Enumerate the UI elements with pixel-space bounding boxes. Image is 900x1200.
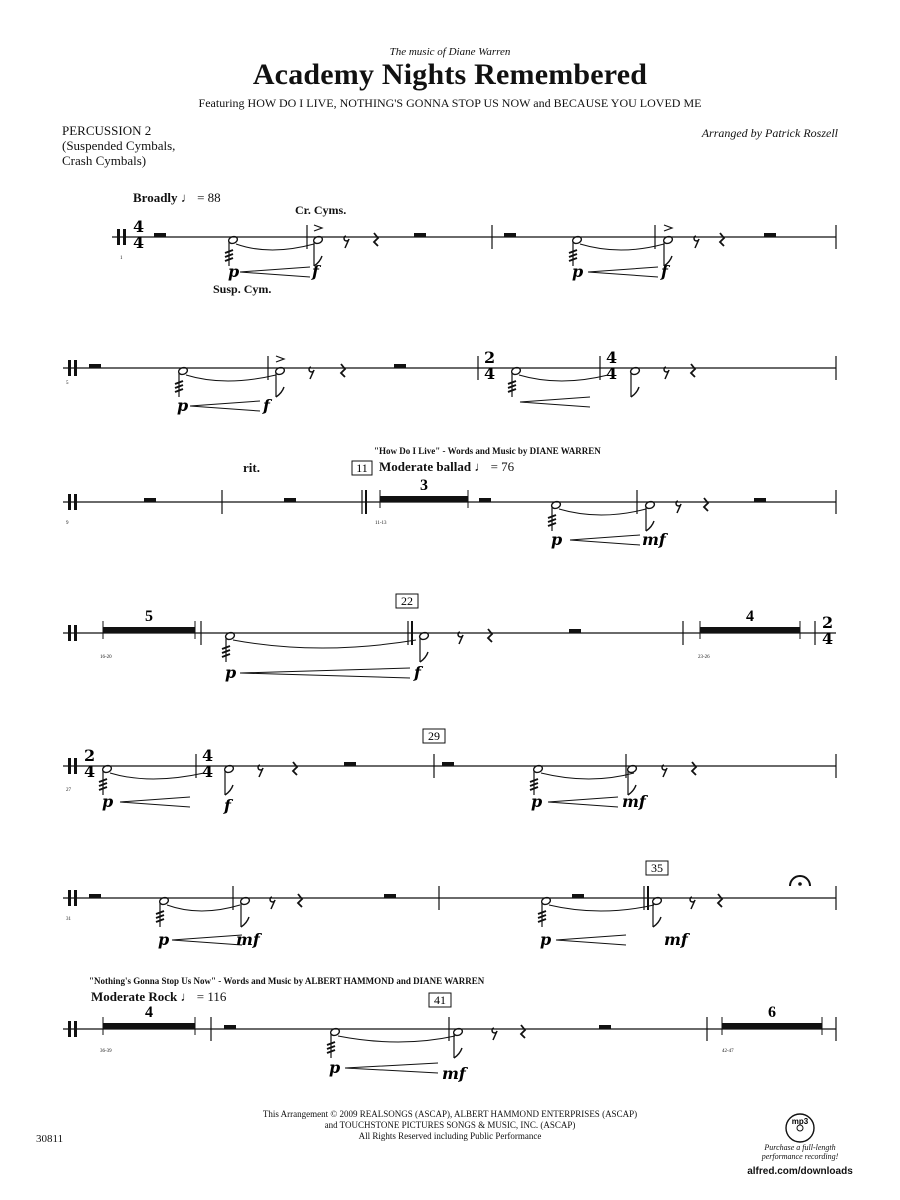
time-sig-bottom: 4 <box>606 364 618 383</box>
quarter-note-icon: ♩ <box>180 989 194 1004</box>
measure-number: 23-26 <box>698 655 710 660</box>
quarter-note-icon: ♩ <box>180 190 194 205</box>
cymbal-roll-figure <box>569 225 724 277</box>
tempo-text: Moderate ballad <box>379 459 472 474</box>
composer-credit: The music of Diane Warren <box>389 46 511 58</box>
mp3-label: mp3 <box>791 1117 809 1126</box>
dynamic-p: p <box>540 930 552 949</box>
dynamic-p: p <box>551 530 563 549</box>
measure-number: 36-39 <box>100 1049 112 1054</box>
time-sig-top: 2 <box>822 613 834 632</box>
mp3-promo <box>730 1143 870 1161</box>
time-sig-bottom: 4 <box>822 629 834 648</box>
dynamic-f: f <box>414 663 421 682</box>
mp3-download-link[interactable]: alfred.com/downloads <box>747 1166 853 1177</box>
quarter-note-icon: ♩ <box>474 459 488 474</box>
dynamic-p: p <box>531 792 543 811</box>
dynamic-p: p <box>329 1058 341 1077</box>
dynamic-f: f <box>224 796 231 815</box>
rehearsal-mark: 41 <box>434 993 446 1007</box>
measure-number: 9 <box>66 521 69 526</box>
time-sig-top: 4 <box>133 217 145 236</box>
multirest-count: 5 <box>145 608 153 625</box>
dynamic-f: f <box>263 396 270 415</box>
dynamic-mf: mf <box>642 530 666 549</box>
copyright-notice <box>0 1109 900 1142</box>
dynamic-p: p <box>158 930 170 949</box>
dynamic-p: p <box>572 262 584 281</box>
song-credit-how-do-i-live: "How Do I Live" - Words and Music by DIANE WARREN <box>374 446 601 456</box>
part-name-line: PERCUSSION 2 <box>62 123 152 138</box>
cymbal-roll-figure <box>508 364 695 407</box>
fermata-icon <box>790 876 810 886</box>
time-sig-top: 2 <box>84 746 96 765</box>
time-sig-top: 4 <box>606 348 618 367</box>
dynamic-mf: mf <box>236 930 260 949</box>
time-sig-bottom: 4 <box>484 364 496 383</box>
arranger-credit: Arranged by Patrick Roszell <box>701 126 838 140</box>
measure-number: 31 <box>66 917 71 922</box>
catalog-number: 30811 <box>36 1133 64 1145</box>
tempo-bpm: = 88 <box>197 190 221 205</box>
cymbal-roll-figure <box>175 356 345 411</box>
copyright-line: This Arrangement © 2009 REALSONGS (ASCAP), ALBERT HAMMOND ENTERPRISES (ASCAP) <box>262 1109 638 1119</box>
part-name-line: (Suspended Cymbals, <box>62 138 176 153</box>
tempo-text: Moderate Rock <box>91 989 178 1004</box>
time-sig-top: 2 <box>484 348 496 367</box>
mp3-promo-line: performance recording! <box>761 1152 839 1161</box>
dynamic-mf: mf <box>442 1064 466 1083</box>
dynamic-p: p <box>102 792 114 811</box>
cymbal-roll-figure <box>538 894 722 945</box>
multirest-count: 6 <box>768 1004 776 1021</box>
dynamic-mf: mf <box>622 792 646 811</box>
rit-marking: rit. <box>243 460 260 475</box>
cymbal-roll-figure <box>99 762 297 807</box>
rehearsal-mark: 29 <box>428 729 440 743</box>
dynamic-f: f <box>312 262 319 281</box>
time-sig-bottom: 4 <box>202 762 214 781</box>
cymbal-roll-figure <box>327 1025 525 1073</box>
song-credit-nothings-gonna: "Nothing's Gonna Stop Us Now" - Words and Music by ALBERT HAMMOND and DIANE WARREN <box>89 976 485 986</box>
cymbal-roll-figure <box>530 762 696 807</box>
copyright-line: All Rights Reserved including Public Performance <box>358 1131 542 1141</box>
measure-number: 42-47 <box>722 1049 734 1054</box>
rehearsal-mark: 35 <box>651 861 663 875</box>
piece-title: Academy Nights Remembered <box>252 58 648 91</box>
dynamic-mf: mf <box>664 930 688 949</box>
dynamic-p: p <box>177 396 189 415</box>
mp3-promo-line: Purchase a full-length <box>764 1143 836 1152</box>
multirest-count: 4 <box>145 1004 153 1021</box>
multirest-count: 4 <box>746 608 754 625</box>
tempo-text: Broadly <box>133 190 178 205</box>
rehearsal-mark: 11 <box>356 461 368 475</box>
cymbal-roll-figure <box>156 894 302 945</box>
time-sig-bottom: 4 <box>133 233 145 252</box>
copyright-line: and TOUCHSTONE PICTURES SONGS & MUSIC, INC. (ASCAP) <box>324 1120 576 1130</box>
tempo-bpm: = 116 <box>196 989 227 1004</box>
cr-cyms-label: Cr. Cyms. <box>295 203 347 217</box>
dynamic-f: f <box>661 262 668 281</box>
measure-number: 1 <box>120 256 123 261</box>
multirest-count: 3 <box>420 477 428 494</box>
part-name-line: Crash Cymbals) <box>62 153 147 168</box>
time-sig-top: 4 <box>202 746 214 765</box>
measure-number: 16-20 <box>100 655 112 660</box>
cymbal-roll-figure <box>222 629 492 678</box>
dynamic-p: p <box>225 663 237 682</box>
time-sig-bottom: 4 <box>84 762 96 781</box>
susp-cym-label: Susp. Cym. <box>213 282 272 296</box>
measure-number: 5 <box>66 381 69 386</box>
featuring-line: Featuring HOW DO I LIVE, NOTHING'S GONNA STOP US NOW and BECAUSE YOU LOVED ME <box>198 96 702 110</box>
measure-number: 11-13 <box>375 521 387 526</box>
dynamic-p: p <box>228 262 240 281</box>
measure-number: 27 <box>66 788 71 793</box>
tempo-bpm: = 76 <box>490 459 515 474</box>
cymbal-roll-figure <box>225 225 378 277</box>
cymbal-roll-figure <box>548 498 708 545</box>
rehearsal-mark: 22 <box>401 594 413 608</box>
